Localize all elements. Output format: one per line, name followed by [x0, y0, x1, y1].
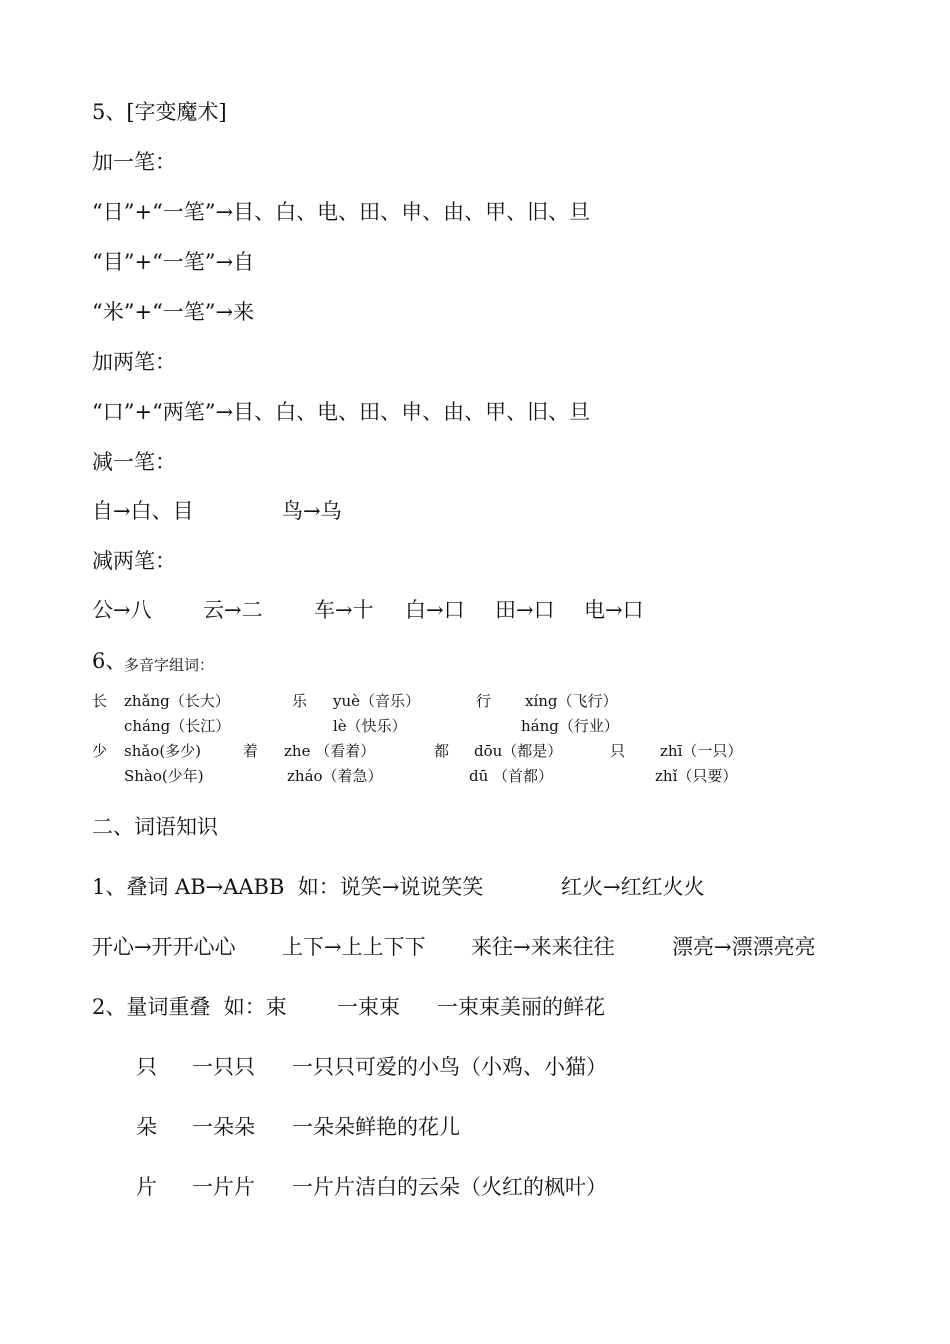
polyphone-reading: zhǎng（长大）	[124, 692, 230, 710]
polyphone-reading: zhǐ（只要）	[655, 767, 738, 785]
reduplication-example: 红火→红红火火	[561, 875, 705, 899]
polyphone-char: 着	[243, 742, 259, 760]
measure-word-double: 一束束	[337, 995, 400, 1019]
measure-word: 朵	[136, 1115, 157, 1139]
reduplication-example: 来往→来来往往	[471, 935, 615, 959]
polyphone-reading: yuè（音乐）	[333, 692, 421, 710]
polyphone-char: 行	[476, 692, 492, 710]
measure-word-example: 一束束美丽的鲜花	[437, 995, 605, 1019]
minus-two-item: 电→口	[584, 598, 644, 622]
polyphone-reading: Shào(少年)	[124, 767, 204, 785]
polyphone-reading: lè（快乐）	[333, 717, 407, 735]
minus-one-heading: 减一笔：	[92, 450, 176, 474]
measure-word: 片	[136, 1175, 157, 1199]
polyphone-reading: zháo（着急）	[287, 767, 383, 785]
section-6-title: 多音字组词：	[124, 656, 215, 674]
polyphone-reading: zhī（一只）	[660, 742, 743, 760]
polyphone-char: 少	[92, 742, 108, 760]
minus-one-item: 鸟→乌	[282, 499, 342, 523]
add-one-line: “日”+“一笔”→目、白、电、田、申、由、甲、旧、旦	[92, 200, 591, 224]
measure-word-item: 2、量词重叠 如：束	[92, 995, 287, 1019]
minus-two-item: 云→二	[203, 598, 263, 622]
polyphone-reading: háng（行业）	[521, 717, 619, 735]
polyphone-char: 都	[434, 742, 450, 760]
reduplication-example: 开心→开开心心	[92, 935, 236, 959]
polyphone-reading: xíng（飞行）	[525, 692, 618, 710]
add-one-line: “米”+“一笔”→来	[92, 300, 255, 324]
add-one-heading: 加一笔：	[92, 150, 176, 174]
reduplication-item: 1、叠词 AB→AABB 如：说笑→说说笑笑	[92, 875, 484, 899]
minus-two-heading: 减两笔：	[92, 549, 176, 573]
measure-word: 只	[136, 1055, 157, 1079]
reduplication-example: 上下→上上下下	[282, 935, 426, 959]
polyphone-reading: dōu（都是）	[474, 742, 563, 760]
measure-word-example: 一朵朵鲜艳的花儿	[292, 1115, 460, 1139]
minus-two-item: 白→口	[405, 598, 465, 622]
polyphone-reading: cháng（长江）	[124, 717, 231, 735]
reduplication-example: 漂亮→漂漂亮亮	[672, 935, 816, 959]
minus-one-item: 自→白、目	[92, 499, 194, 523]
section-6-number: 6、	[92, 649, 127, 673]
measure-word-double: 一片片	[192, 1175, 255, 1199]
polyphone-reading: shǎo(多少)	[124, 742, 202, 760]
add-one-line: “目”+“一笔”→自	[92, 250, 255, 274]
polyphone-char: 乐	[292, 692, 308, 710]
measure-word-double: 一只只	[192, 1055, 255, 1079]
polyphone-reading: dū （首都）	[469, 767, 554, 785]
add-two-heading: 加两笔：	[92, 350, 176, 374]
measure-word-example: 一只只可爱的小鸟（小鸡、小猫）	[292, 1055, 607, 1079]
part-2-heading: 二、词语知识	[92, 815, 218, 839]
section-5-title: 5、[字变魔术]	[92, 100, 227, 124]
minus-two-item: 车→十	[314, 598, 374, 622]
minus-two-item: 田→口	[495, 598, 555, 622]
polyphone-char: 长	[92, 692, 108, 710]
minus-two-item: 公→八	[92, 598, 152, 622]
measure-word-example: 一片片洁白的云朵（火红的枫叶）	[292, 1175, 607, 1199]
add-two-line: “口”+“两笔”→目、白、电、田、申、由、甲、旧、旦	[92, 400, 591, 424]
polyphone-reading: zhe （看着）	[284, 742, 376, 760]
polyphone-char: 只	[610, 742, 626, 760]
measure-word-double: 一朵朵	[192, 1115, 255, 1139]
